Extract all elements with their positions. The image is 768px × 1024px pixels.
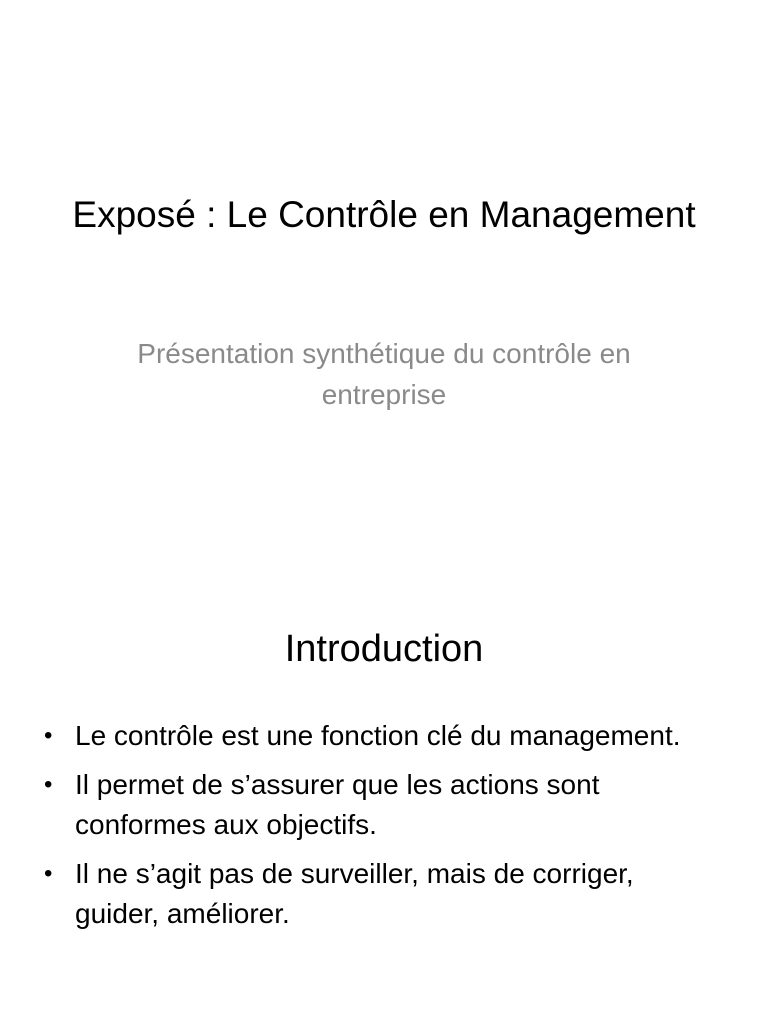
section-title: Introduction [284, 628, 484, 670]
bullet-text: Le contrôle est une fonction clé du management. [75, 720, 681, 751]
bullet-item [44, 716, 724, 756]
bullet-icon: • [44, 722, 53, 749]
bullet-list [44, 716, 724, 943]
bullet-item [44, 765, 724, 845]
slide-title: Exposé : Le Contrôle en Management [72, 194, 696, 235]
introduction-slide [0, 576, 768, 1024]
bullet-icon: • [44, 860, 53, 887]
slide-subtitle: Présentation synthétique du contrôle en entreprise [137, 338, 631, 410]
bullet-icon: • [44, 771, 53, 798]
bullet-item [44, 854, 724, 934]
bullet-text: Il ne s’agit pas de surveiller, mais de corriger, guider, améliorer. [75, 858, 634, 929]
bullet-text: Il permet de s’assurer que les actions sont conformes aux objectifs. [75, 769, 600, 840]
